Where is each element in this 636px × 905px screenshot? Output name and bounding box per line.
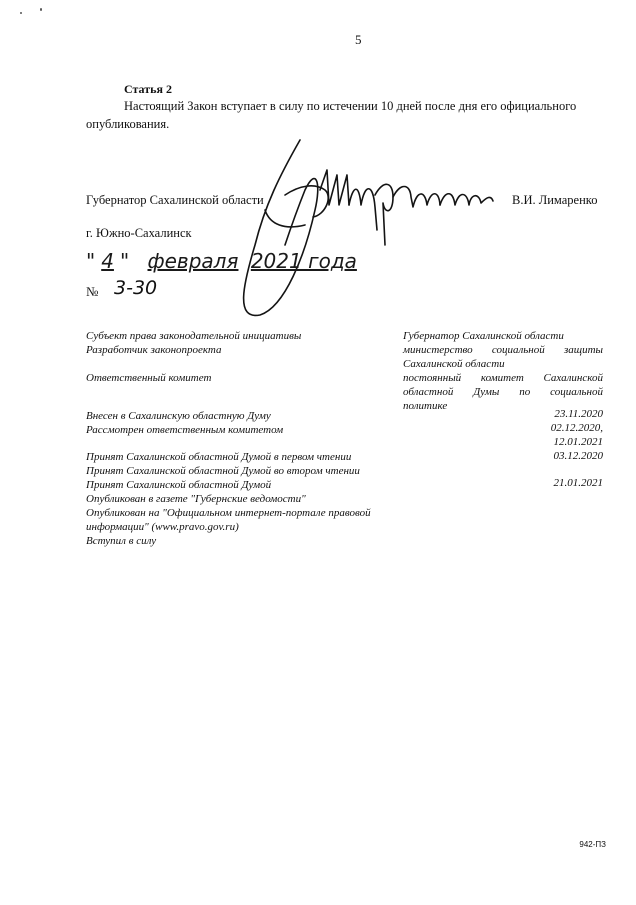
article-title: Статья 2 xyxy=(124,82,172,96)
initiative-value: Губернатор Сахалинской области xyxy=(403,330,564,342)
submitted-value: 23.11.2020 xyxy=(554,408,603,420)
article-text-line: Настоящий Закон вступает в силу по истечении 10 дней после дня его официального xyxy=(124,99,577,113)
effective-label: Вступил в силу xyxy=(86,535,157,547)
committee-value: областной Думы по социальной xyxy=(403,386,603,398)
governor-name: В.И. Лимаренко xyxy=(512,193,598,207)
date-month: февраля xyxy=(147,249,239,273)
second-reading-label: Принят Сахалинской областной Думой во втором чтении xyxy=(86,465,360,477)
published-portal-label: информации" (www.pravo.gov.ru) xyxy=(86,521,239,533)
details-values xyxy=(403,329,603,413)
committee-value: политике xyxy=(403,400,448,412)
date-year: 2021 года xyxy=(250,249,357,273)
reviewed-label: Рассмотрен ответственным комитетом xyxy=(86,424,284,436)
scan-speck xyxy=(20,12,22,14)
footer-code: 942-ПЗ xyxy=(579,840,606,849)
reviewed-value: 12.01.2021 xyxy=(553,436,603,448)
page-number: 5 xyxy=(355,32,362,47)
developer-value: министерство социальной защиты xyxy=(403,344,603,356)
committee-value: постоянный комитет Сахалинской xyxy=(403,372,603,384)
date-day: 4 xyxy=(101,249,114,273)
number-label: № xyxy=(86,284,99,299)
signature-date: " 4 " февраля 2021 года xyxy=(86,249,357,273)
submitted-label: Внесен в Сахалинскую областную Думу xyxy=(86,410,271,422)
city: г. Южно-Сахалинск xyxy=(86,226,192,240)
scan-speck xyxy=(40,8,42,11)
adopted-label: Принят Сахалинской областной Думой xyxy=(86,479,272,491)
handwritten-signature xyxy=(225,135,500,335)
adopted-value: 21.01.2021 xyxy=(553,477,603,489)
number-value: 3-30 xyxy=(114,277,158,299)
first-reading-value: 03.12.2020 xyxy=(553,450,603,462)
published-portal-label: Опубликован на "Официальном интернет-портале правовой xyxy=(86,507,371,519)
governor-label: Губернатор Сахалинской области xyxy=(86,193,264,207)
first-reading-label: Принят Сахалинской областной Думой в первом чтении xyxy=(86,451,352,463)
reviewed-value: 02.12.2020, xyxy=(550,422,603,434)
committee-label: Ответственный комитет xyxy=(86,372,212,384)
initiative-label: Субъект права законодательной инициативы xyxy=(86,330,302,342)
published-gazette-label: Опубликован в газете "Губернские ведомости" xyxy=(86,493,306,505)
developer-value: Сахалинской области xyxy=(403,358,505,370)
developer-label: Разработчик законопроекта xyxy=(86,344,222,356)
article-text-line: опубликования. xyxy=(86,117,170,131)
